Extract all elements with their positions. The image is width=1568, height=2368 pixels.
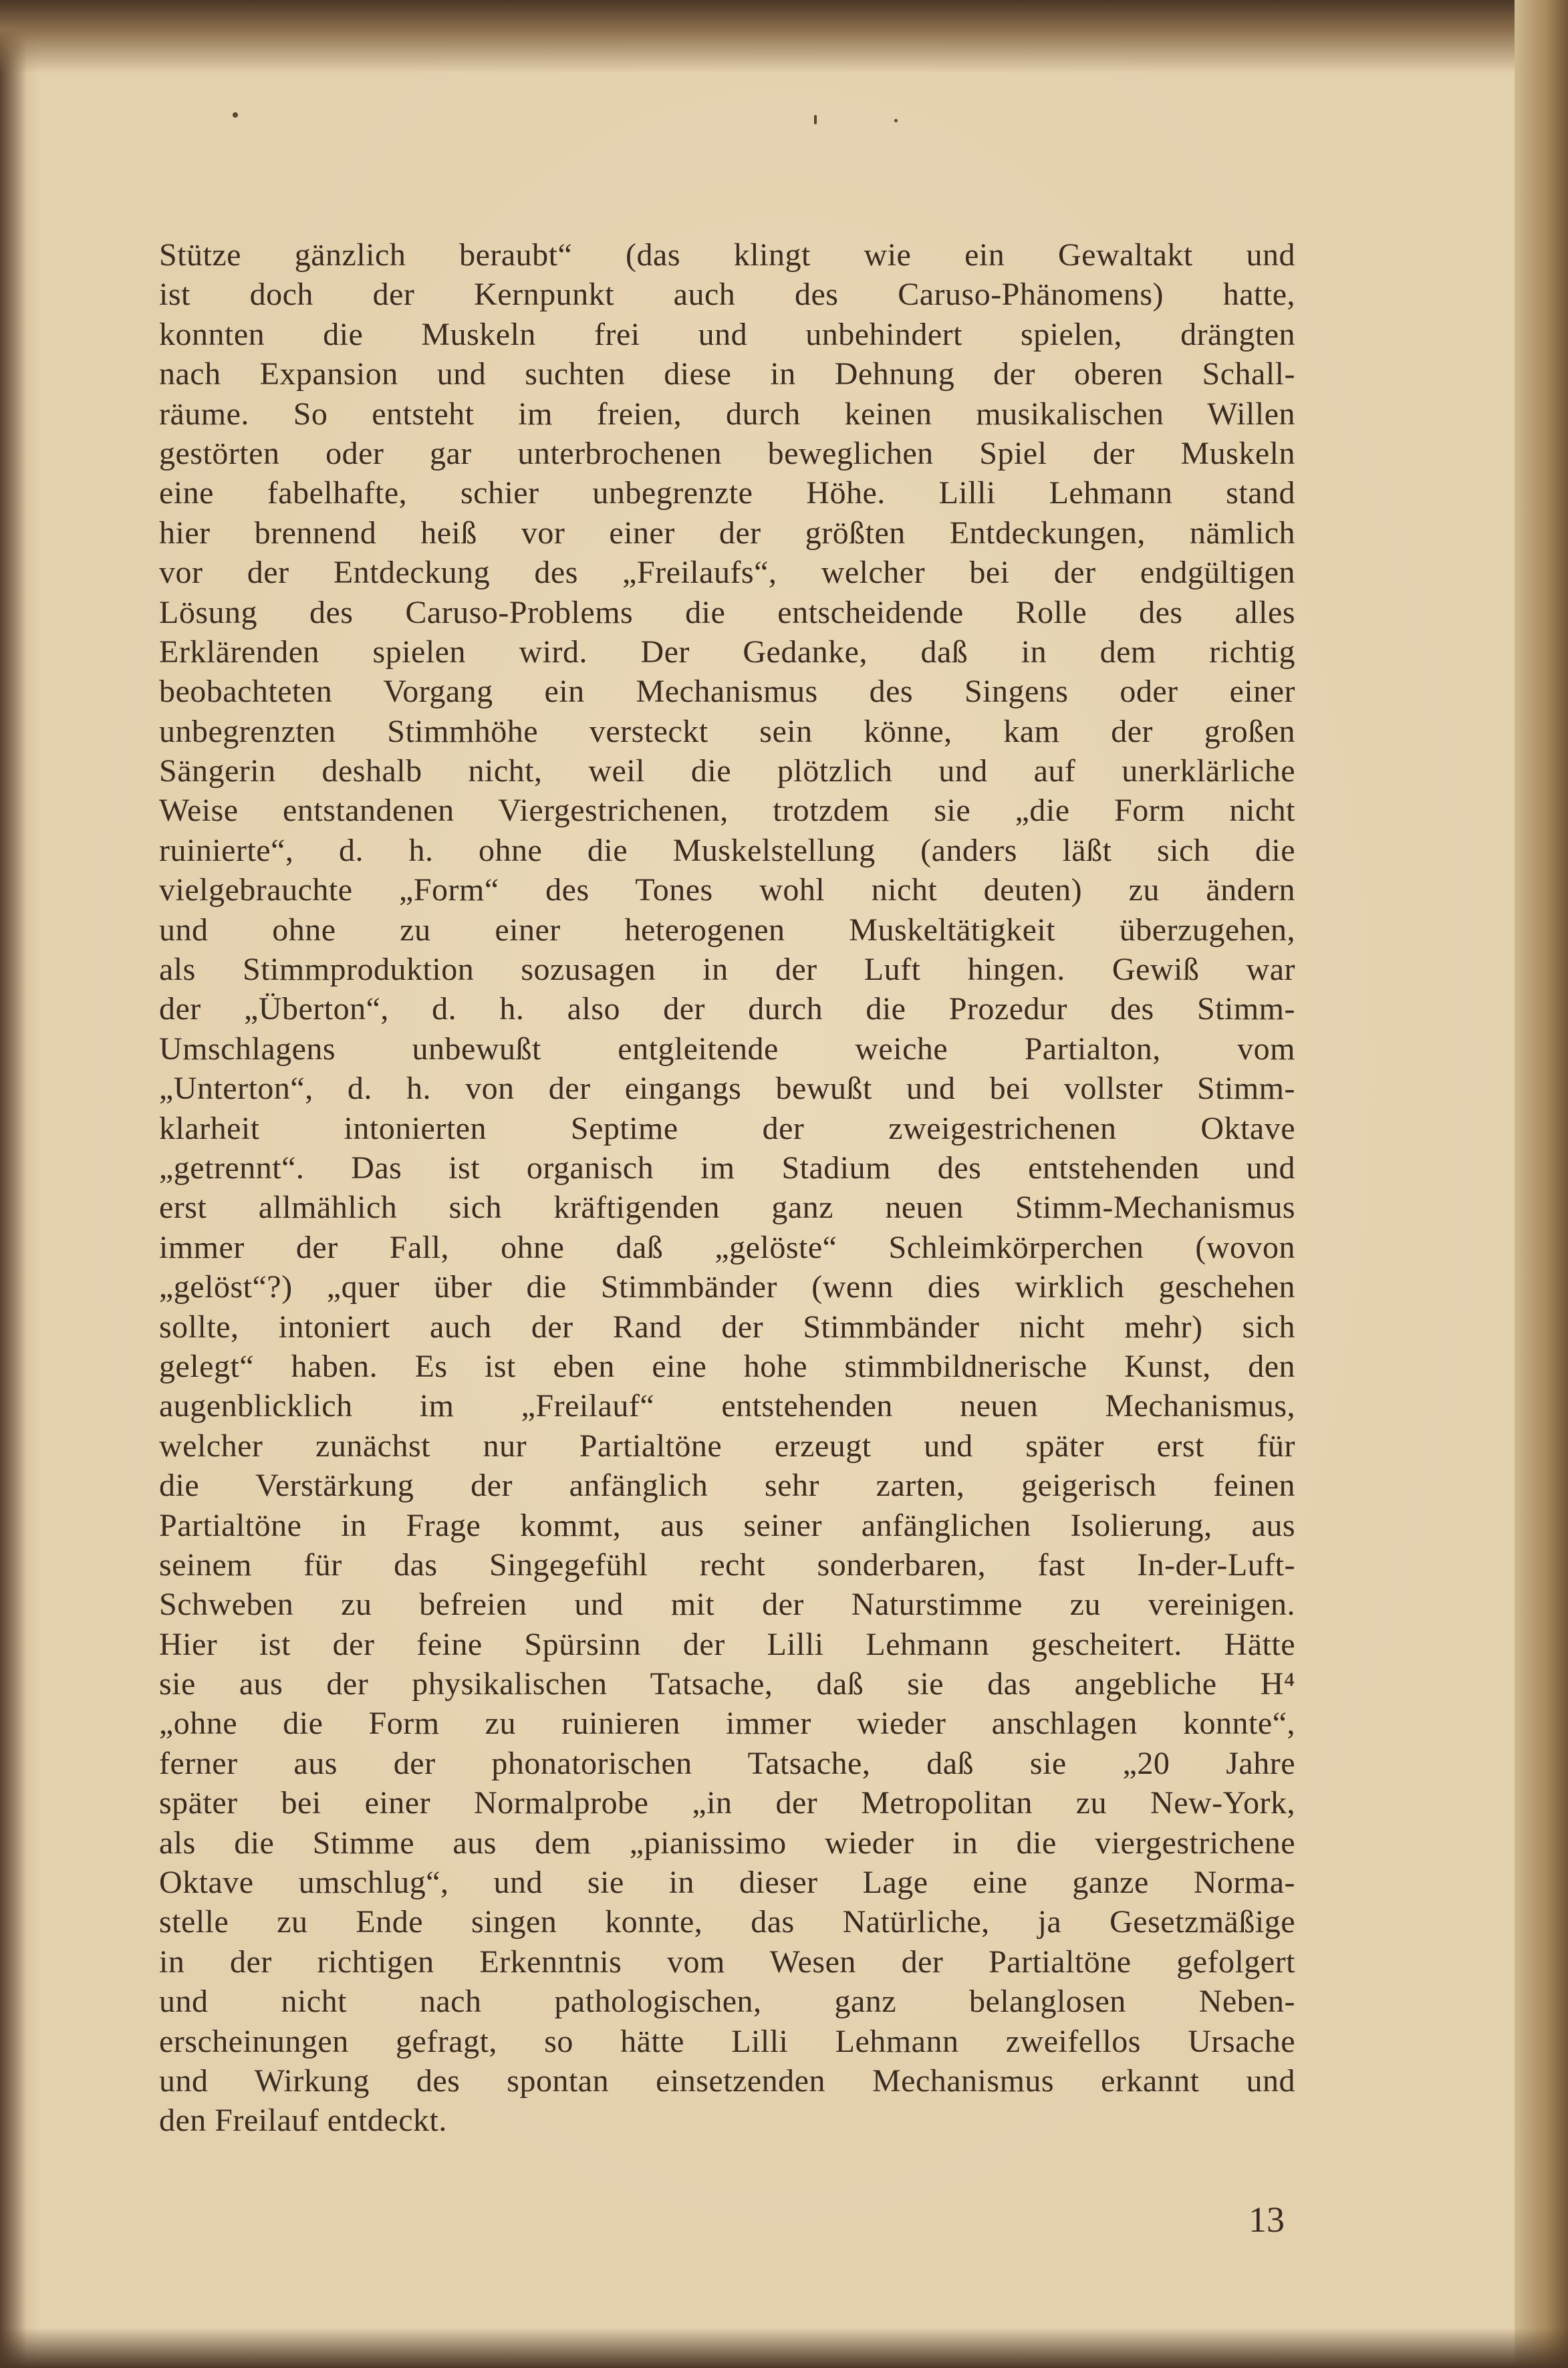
text-line: als die Stimme aus dem „pianissimo wieder in die viergestrichene [159, 1825, 1295, 1861]
text-line: in der richtigen Erkenntnis vom Wesen der Partialtöne gefolgert [159, 1944, 1295, 1980]
paper-speck [894, 119, 898, 122]
text-line: den Freilauf entdeckt. [159, 2103, 447, 2139]
text-line: hier brennend heiß vor einer der größten Entdeckungen, nämlich [159, 515, 1295, 551]
text-line: gestörten oder gar unterbrochenen beweglichen Spiel der Muskeln [159, 435, 1295, 471]
text-line: „getrennt“. Das ist organisch im Stadium des entstehenden und [159, 1150, 1295, 1186]
paper-speck [814, 115, 817, 124]
text-line: erst allmählich sich kräftigenden ganz neuen Stimm-Mechanismus [159, 1190, 1295, 1226]
text-line: Partialtöne in Frage kommt, aus seiner anfänglichen Isolierung, aus [159, 1507, 1295, 1543]
text-line: sollte, intoniert auch der Rand der Stimmbänder nicht mehr) sich [159, 1309, 1295, 1345]
text-line: Schweben zu befreien und mit der Naturstimme zu vereinigen. [159, 1587, 1295, 1623]
text-line: nach Expansion und suchten diese in Dehnung der oberen Schall- [159, 356, 1295, 392]
text-line: ist doch der Kernpunkt auch des Caruso-Phänomens) hatte, [159, 277, 1295, 313]
text-line: Sängerin deshalb nicht, weil die plötzlich und auf unerklärliche [159, 753, 1295, 789]
text-line: und Wirkung des spontan einsetzenden Mechanismus erkannt und [159, 2063, 1295, 2099]
text-line: Umschlagens unbewußt entgleitende weiche Partialton, vom [159, 1031, 1295, 1067]
text-line: Erklärenden spielen wird. Der Gedanke, daß in dem richtig [159, 634, 1295, 670]
page-top-edge [0, 0, 1568, 74]
text-line: seinem für das Singegefühl recht sonderbaren, fast In-der-Luft- [159, 1547, 1295, 1583]
page-number: 13 [1249, 2200, 1285, 2240]
body-text [159, 235, 1295, 2141]
page-right-edge [1515, 0, 1568, 2368]
text-line: immer der Fall, ohne daß „gelöste“ Schleimkörperchen (wovon [159, 1229, 1295, 1265]
text-line: und nicht nach pathologischen, ganz belanglosen Neben- [159, 1984, 1295, 2020]
text-line: „ohne die Form zu ruinieren immer wieder anschlagen konnte“, [159, 1706, 1295, 1742]
text-line: eine fabelhafte, schier unbegrenzte Höhe. Lilli Lehmann stand [159, 475, 1295, 511]
text-line: später bei einer Normalprobe „in der Metropolitan zu New-York, [159, 1785, 1295, 1821]
text-line: unbegrenzten Stimmhöhe versteckt sein könne, kam der großen [159, 713, 1295, 749]
text-line: gelegt“ haben. Es ist eben eine hohe stimmbildnerische Kunst, den [159, 1348, 1295, 1384]
text-line: beobachteten Vorgang ein Mechanismus des Singens oder einer [159, 674, 1295, 710]
text-line: vielgebrauchte „Form“ des Tones wohl nicht deuten) zu ändern [159, 872, 1295, 908]
paper-speck [233, 112, 238, 118]
text-line: „gelöst“?) „quer über die Stimmbänder (wenn dies wirklich geschehen [159, 1269, 1295, 1305]
text-line: ferner aus der phonatorischen Tatsache, daß sie „20 Jahre [159, 1745, 1295, 1781]
text-line: Oktave umschlug“, und sie in dieser Lage eine ganze Norma- [159, 1865, 1295, 1901]
text-line: „Unterton“, d. h. von der eingangs bewußt und bei vollster Stimm- [159, 1071, 1295, 1107]
text-line: augenblicklich im „Freilauf“ entstehenden neuen Mechanismus, [159, 1388, 1295, 1424]
text-line: Weise entstandenen Viergestrichenen, trotzdem sie „die Form nicht [159, 793, 1295, 829]
text-line: welcher zunächst nur Partialtöne erzeugt und später erst für [159, 1428, 1295, 1464]
text-line: sie aus der physikalischen Tatsache, daß sie das angebliche H⁴ [159, 1666, 1295, 1702]
text-line: erscheinungen gefragt, so hätte Lilli Lehmann zweifellos Ursache [159, 2023, 1295, 2059]
text-line: ruinierte“, d. h. ohne die Muskelstellung (anders läßt sich die [159, 832, 1295, 868]
text-line: räume. So entsteht im freien, durch keinen musikalischen Willen [159, 396, 1295, 432]
text-line: Hier ist der feine Spürsinn der Lilli Lehmann gescheitert. Hätte [159, 1626, 1295, 1662]
text-line: Lösung des Caruso-Problems die entscheidende Rolle des alles [159, 594, 1295, 630]
text-line: die Verstärkung der anfänglich sehr zarten, geigerisch feinen [159, 1468, 1295, 1504]
text-line: und ohne zu einer heterogenen Muskeltätigkeit überzugehen, [159, 912, 1295, 948]
text-line: der „Überton“, d. h. also der durch die Prozedur des Stimm- [159, 991, 1295, 1027]
text-line: als Stimmproduktion sozusagen in der Luft hingen. Gewiß war [159, 952, 1295, 988]
text-line: vor der Entdeckung des „Freilaufs“, welcher bei der endgültigen [159, 555, 1295, 591]
text-line: klarheit intonierten Septime der zweigestrichenen Oktave [159, 1110, 1295, 1146]
text-line: stelle zu Ende singen konnte, das Natürliche, ja Gesetzmäßige [159, 1904, 1295, 1940]
page-left-edge [0, 0, 27, 2368]
text-line: konnten die Muskeln frei und unbehindert spielen, drängten [159, 316, 1295, 352]
page-bottom-edge [0, 2328, 1568, 2368]
text-line: Stütze gänzlich beraubt“ (das klingt wie ein Gewaltakt und [159, 237, 1295, 273]
